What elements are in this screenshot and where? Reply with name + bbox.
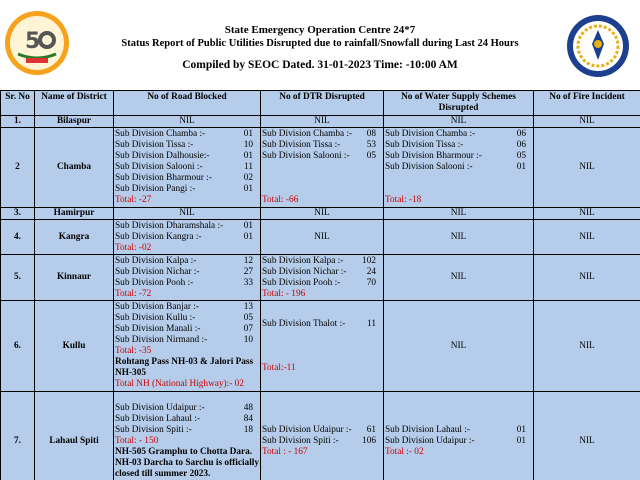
subdivision-label: Sub Division Salooni :- [262, 151, 350, 161]
fire-incident: NIL [534, 208, 640, 220]
fire-incident: NIL [534, 116, 640, 128]
subdivision-line [115, 232, 259, 243]
title-block [80, 24, 560, 73]
subdivision-count: 01 [243, 184, 253, 194]
subdivision-label: Sub Division Nirmand :- [115, 335, 208, 345]
subdivision-count: 01 [243, 220, 253, 231]
subdivision-count: 07 [243, 324, 253, 334]
subdivision-line [262, 425, 382, 436]
subdivision-label: Sub Division Salooni :- [385, 162, 473, 172]
subdivision-line [115, 414, 259, 425]
district-name: Kangra [35, 220, 114, 255]
subdivision-label: Sub Division Nichar :- [262, 266, 347, 277]
subdivision-count: 48 [243, 403, 253, 413]
col-header-district: Name of District [35, 91, 114, 116]
subdivision-line [115, 267, 259, 278]
water-disrupted [384, 128, 534, 208]
dtr-total: Total: - 196 [262, 288, 306, 299]
road-blocked [114, 255, 261, 301]
subdivision-line [385, 140, 532, 151]
report-title: State Emergency Operation Centre 24*7 [224, 24, 416, 36]
subdivision-count: 11 [367, 318, 376, 329]
subdivision-label: Sub Division Udaipur :- [385, 436, 475, 446]
subdivision-label: Sub Division Udaipur :- [115, 403, 205, 413]
subdivision-label: Sub Division Pangi :- [115, 184, 196, 194]
road-total: Total: -35 [115, 346, 152, 356]
subdivision-label: Sub Division Nichar :- [115, 266, 200, 277]
water-total: Total: -18 [385, 195, 422, 205]
subdivision-line [385, 129, 532, 140]
road-nh-note: NH-505 Gramphu to Chotta Dara. NH-03 Darcha to Sarchu is officially closed till summer 2023. [115, 447, 260, 479]
subdivision-label: Sub Division Chamba :- [115, 129, 206, 139]
col-header-water: No of Water Supply Schemes Disrupted [384, 91, 534, 116]
district-name: Hamirpur [35, 208, 114, 220]
subdivision-label: Sub Division Banjar :- [115, 302, 199, 312]
subdivision-count: 10 [243, 140, 253, 150]
subdivision-label: Sub Division Dharamshala :- [115, 220, 224, 231]
subdivision-line [115, 335, 259, 346]
subdivision-label: Sub Division Bharmour :- [385, 151, 482, 161]
subdivision-label: Sub Division Manali :- [115, 324, 201, 334]
hp-disaster-management-emblem-icon [566, 14, 630, 78]
subdivision-line [115, 129, 259, 140]
sr-no: 6. [1, 301, 35, 392]
svg-text:5: 5 [25, 29, 41, 54]
subdivision-count: 01 [243, 151, 253, 161]
subdivision-count: 01 [243, 231, 253, 242]
subdivision-label: Sub Division Lahaul :- [115, 414, 200, 424]
sr-no: 5. [1, 255, 35, 301]
dtr-total: Total:-11 [262, 362, 296, 373]
water-disrupted: NIL [384, 116, 534, 128]
fire-incident: NIL [534, 255, 640, 301]
road-blocked [114, 301, 261, 392]
dtr-disrupted: NIL [261, 208, 384, 220]
subdivision-count: 12 [243, 255, 253, 266]
subdivision-count: 02 [243, 173, 253, 183]
road-nh-total: Total NH (National Highway):- 02 [115, 379, 244, 389]
subdivision-count: 13 [243, 302, 253, 312]
water-disrupted: NIL [384, 208, 534, 220]
road-blocked: NIL [114, 116, 261, 128]
fire-incident: NIL [534, 301, 640, 392]
subdivision-count: 11 [244, 162, 253, 172]
subdivision-label: Sub Division Tissa :- [385, 140, 464, 150]
subdivision-count: 06 [516, 129, 526, 139]
subdivision-count: 33 [243, 277, 253, 288]
road-total: Total: -02 [115, 242, 152, 253]
table-row [1, 392, 640, 480]
subdivision-label: Sub Division Tissa :- [115, 140, 194, 150]
road-total: Total: - 150 [115, 436, 159, 446]
col-header-sr: Sr. No [1, 91, 35, 116]
subdivision-line [385, 162, 532, 173]
dtr-total: Total: -66 [262, 195, 299, 205]
subdivision-count: 05 [516, 151, 526, 161]
subdivision-line [115, 184, 259, 195]
subdivision-label: Sub Division Kalpa :- [115, 255, 197, 266]
sr-no: 1. [1, 116, 35, 128]
table-row [1, 208, 640, 220]
subdivision-count: 05 [243, 313, 253, 323]
sr-no: 7. [1, 392, 35, 480]
subdivision-line [115, 278, 259, 289]
table-row [1, 128, 640, 208]
district-name: Lahaul Spiti [35, 392, 114, 480]
fire-incident: NIL [534, 128, 640, 208]
sr-no: 4. [1, 220, 35, 255]
subdivision-label: Sub Division Kalpa :- [262, 255, 344, 266]
subdivision-line [115, 403, 259, 414]
col-header-road: No of Road Blocked [114, 91, 261, 116]
subdivision-line [262, 278, 382, 289]
subdivision-count: 05 [366, 151, 376, 161]
road-total: Total: -72 [115, 288, 152, 299]
dtr-total: Total : - 167 [262, 447, 308, 457]
dtr-disrupted: NIL [261, 220, 384, 255]
sr-no: 2 [1, 128, 35, 208]
subdivision-label: Sub Division Lahaul :- [385, 425, 470, 435]
table-row [1, 220, 640, 255]
report-subtitle: Status Report of Public Utilities Disrupted due to rainfall/Snowfall during Last 24 Hours [121, 38, 519, 49]
subdivision-line [115, 140, 259, 151]
subdivision-line [115, 151, 259, 162]
subdivision-line [262, 129, 382, 140]
table-row [1, 301, 640, 392]
table-row [1, 255, 640, 301]
road-blocked [114, 128, 261, 208]
report-header [0, 0, 640, 90]
col-header-fire: No of Fire Incident [534, 91, 640, 116]
subdivision-line [115, 256, 259, 267]
subdivision-line [262, 256, 382, 267]
subdivision-line [115, 173, 259, 184]
table-row [1, 116, 640, 128]
subdivision-line [262, 151, 382, 162]
subdivision-label: Sub Division Salooni :- [115, 162, 203, 172]
subdivision-label: Sub Division Pooh :- [115, 277, 194, 288]
subdivision-line [385, 436, 532, 447]
dtr-disrupted [261, 255, 384, 301]
water-disrupted: NIL [384, 220, 534, 255]
col-header-dtr: No of DTR Disrupted [261, 91, 384, 116]
subdivision-line [262, 267, 382, 278]
subdivision-count: 08 [366, 129, 376, 139]
road-blocked [114, 220, 261, 255]
sr-no: 3. [1, 208, 35, 220]
subdivision-line [115, 324, 259, 335]
district-name: Kinnaur [35, 255, 114, 301]
subdivision-label: Sub Division Dalhousie:- [115, 151, 210, 161]
subdivision-count: 102 [362, 255, 376, 266]
dtr-disrupted [261, 392, 384, 480]
subdivision-label: Sub Division Spiti :- [262, 436, 339, 446]
subdivision-label: Sub Division Spiti :- [115, 425, 192, 435]
subdivision-line [115, 162, 259, 173]
subdivision-label: Sub Division Chamba :- [262, 129, 353, 139]
road-total: Total: -27 [115, 195, 152, 205]
water-disrupted: NIL [384, 301, 534, 392]
utilities-disruption-table [0, 90, 640, 480]
fire-incident: NIL [534, 220, 640, 255]
subdivision-count: 84 [243, 414, 253, 424]
subdivision-label: Sub Division Kangra :- [115, 231, 202, 242]
subdivision-label: Sub Division Kullu :- [115, 313, 196, 323]
fire-incident: NIL [534, 392, 640, 480]
dtr-disrupted [261, 128, 384, 208]
subdivision-count: 06 [516, 140, 526, 150]
subdivision-count: 18 [243, 425, 253, 435]
subdivision-label: Sub Division Thalot :- [262, 318, 346, 329]
subdivision-count: 27 [243, 266, 253, 277]
subdivision-label: Sub Division Pooh :- [262, 277, 341, 288]
subdivision-count: 106 [362, 436, 376, 446]
road-nh-note: Rohtang Pass NH-03 & Jalori Pass NH-305 [115, 357, 254, 378]
subdivision-label: Sub Division Bharmour :- [115, 173, 212, 183]
subdivision-count: 01 [243, 129, 253, 139]
subdivision-line [115, 302, 259, 313]
subdivision-line [262, 436, 382, 447]
subdivision-line [115, 221, 259, 232]
subdivision-count: 53 [366, 140, 376, 150]
subdivision-line [262, 319, 382, 330]
subdivision-line [385, 151, 532, 162]
subdivision-label: Sub Division Chamba :- [385, 129, 476, 139]
subdivision-count: 01 [516, 436, 526, 446]
compiled-date: Compiled by SEOC Dated. 31-01-2023 Time: -10:00 AM [182, 59, 458, 71]
dtr-disrupted: NIL [261, 116, 384, 128]
road-blocked: NIL [114, 208, 261, 220]
road-blocked [114, 392, 261, 480]
subdivision-count: 10 [243, 335, 253, 345]
subdivision-count: 01 [516, 425, 526, 435]
subdivision-count: 61 [366, 425, 376, 435]
water-total: Total :- 02 [385, 447, 424, 457]
subdivision-count: 24 [366, 266, 376, 277]
water-disrupted [384, 392, 534, 480]
district-name: Kullu [35, 301, 114, 392]
water-disrupted: NIL [384, 255, 534, 301]
dtr-disrupted [261, 301, 384, 392]
subdivision-line [262, 140, 382, 151]
subdivision-line [385, 425, 532, 436]
subdivision-label: Sub Division Udaipur :- [262, 425, 352, 435]
subdivision-line [115, 313, 259, 324]
subdivision-count: 70 [366, 277, 376, 288]
subdivision-line [115, 425, 259, 436]
himachal-50-years-logo-icon [4, 10, 70, 76]
subdivision-count: 01 [516, 162, 526, 172]
subdivision-label: Sub Division Tissa :- [262, 140, 341, 150]
district-name: Bilaspur [35, 116, 114, 128]
district-name: Chamba [35, 128, 114, 208]
